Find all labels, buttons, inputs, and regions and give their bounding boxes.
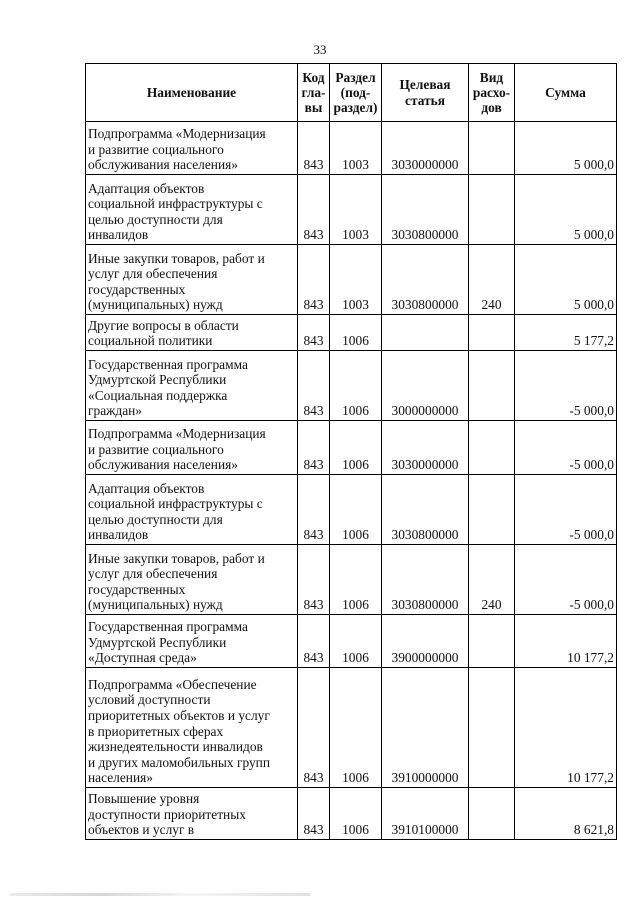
table-row bbox=[86, 475, 617, 545]
row-type bbox=[469, 175, 515, 245]
header-section: Раздел (под- раздел) bbox=[330, 64, 382, 122]
row-section: 1003 bbox=[330, 175, 382, 245]
row-code: 843 bbox=[298, 475, 330, 545]
row-code: 843 bbox=[298, 122, 330, 175]
row-type bbox=[469, 475, 515, 545]
row-code: 843 bbox=[298, 421, 330, 475]
table-row bbox=[86, 788, 617, 840]
row-name: Государственная программа Удмуртской Республики «Социальная поддержка граждан» bbox=[86, 351, 298, 421]
row-type: 240 bbox=[469, 245, 515, 315]
row-code: 843 bbox=[298, 245, 330, 315]
row-type bbox=[469, 351, 515, 421]
row-sum: -5 000,0 bbox=[515, 351, 617, 421]
row-code: 843 bbox=[298, 545, 330, 615]
row-sum: 5 177,2 bbox=[515, 315, 617, 351]
row-section: 1003 bbox=[330, 245, 382, 315]
row-section: 1006 bbox=[330, 475, 382, 545]
row-name: Подпрограмма «Модернизация и развитие социального обслуживания населения» bbox=[86, 122, 298, 175]
budget-table bbox=[85, 63, 617, 840]
row-type bbox=[469, 615, 515, 668]
table-row bbox=[86, 122, 617, 175]
table-row bbox=[86, 245, 617, 315]
header-target: Целевая статья bbox=[382, 64, 469, 122]
row-target: 3910100000 bbox=[382, 788, 469, 840]
row-target: 3000000000 bbox=[382, 351, 469, 421]
row-target: 3030800000 bbox=[382, 475, 469, 545]
scan-artifact bbox=[10, 893, 310, 896]
table-row bbox=[86, 421, 617, 475]
row-target: 3910000000 bbox=[382, 668, 469, 788]
row-section: 1006 bbox=[330, 668, 382, 788]
row-sum: -5 000,0 bbox=[515, 475, 617, 545]
row-target: 3900000000 bbox=[382, 615, 469, 668]
header-code: Код гла- вы bbox=[298, 64, 330, 122]
header-sum: Сумма bbox=[515, 64, 617, 122]
row-code: 843 bbox=[298, 668, 330, 788]
row-name: Подпрограмма «Обеспечение условий доступности приоритетных объектов и услуг в приоритетных сферах жизнедеятельности инвалидов и других маломобильных групп населения» bbox=[86, 668, 298, 788]
row-name: Другие вопросы в области социальной политики bbox=[86, 315, 298, 351]
row-section: 1006 bbox=[330, 615, 382, 668]
row-sum: 10 177,2 bbox=[515, 668, 617, 788]
table-row bbox=[86, 175, 617, 245]
row-type bbox=[469, 315, 515, 351]
row-target bbox=[382, 315, 469, 351]
row-section: 1006 bbox=[330, 545, 382, 615]
row-name: Иные закупки товаров, работ и услуг для обеспечения государственных (муниципальных) нужд bbox=[86, 545, 298, 615]
table-row bbox=[86, 615, 617, 668]
row-type bbox=[469, 122, 515, 175]
row-name: Адаптация объектов социальной инфраструктуры с целью доступности для инвалидов bbox=[86, 175, 298, 245]
row-section: 1006 bbox=[330, 351, 382, 421]
header-row bbox=[86, 64, 617, 122]
row-sum: -5 000,0 bbox=[515, 421, 617, 475]
table-row bbox=[86, 545, 617, 615]
row-type: 240 bbox=[469, 545, 515, 615]
row-type bbox=[469, 668, 515, 788]
row-code: 843 bbox=[298, 788, 330, 840]
row-sum: 8 621,8 bbox=[515, 788, 617, 840]
row-sum: -5 000,0 bbox=[515, 545, 617, 615]
table-row bbox=[86, 315, 617, 351]
row-name: Иные закупки товаров, работ и услуг для обеспечения государственных (муниципальных) нужд bbox=[86, 245, 298, 315]
row-type bbox=[469, 421, 515, 475]
row-name: Адаптация объектов социальной инфраструктуры с целью доступности для инвалидов bbox=[86, 475, 298, 545]
page-number: 33 bbox=[313, 42, 327, 57]
row-code: 843 bbox=[298, 315, 330, 351]
row-sum: 5 000,0 bbox=[515, 245, 617, 315]
table-row bbox=[86, 351, 617, 421]
row-sum: 5 000,0 bbox=[515, 122, 617, 175]
row-sum: 5 000,0 bbox=[515, 175, 617, 245]
row-sum: 10 177,2 bbox=[515, 615, 617, 668]
table-row bbox=[86, 668, 617, 788]
header-type: Вид расхо- дов bbox=[469, 64, 515, 122]
row-name: Подпрограмма «Модернизация и развитие социального обслуживания населения» bbox=[86, 421, 298, 475]
row-code: 843 bbox=[298, 615, 330, 668]
row-name: Повышение уровня доступности приоритетных объектов и услуг в bbox=[86, 788, 298, 840]
row-section: 1006 bbox=[330, 421, 382, 475]
row-section: 1006 bbox=[330, 788, 382, 840]
row-target: 3030800000 bbox=[382, 245, 469, 315]
row-section: 1003 bbox=[330, 122, 382, 175]
row-name: Государственная программа Удмуртской Республики «Доступная среда» bbox=[86, 615, 298, 668]
row-target: 3030800000 bbox=[382, 545, 469, 615]
row-code: 843 bbox=[298, 175, 330, 245]
row-code: 843 bbox=[298, 351, 330, 421]
row-target: 3030800000 bbox=[382, 175, 469, 245]
header-name: Наименование bbox=[86, 64, 298, 122]
row-type bbox=[469, 788, 515, 840]
row-target: 3030000000 bbox=[382, 421, 469, 475]
row-section: 1006 bbox=[330, 315, 382, 351]
row-target: 3030000000 bbox=[382, 122, 469, 175]
